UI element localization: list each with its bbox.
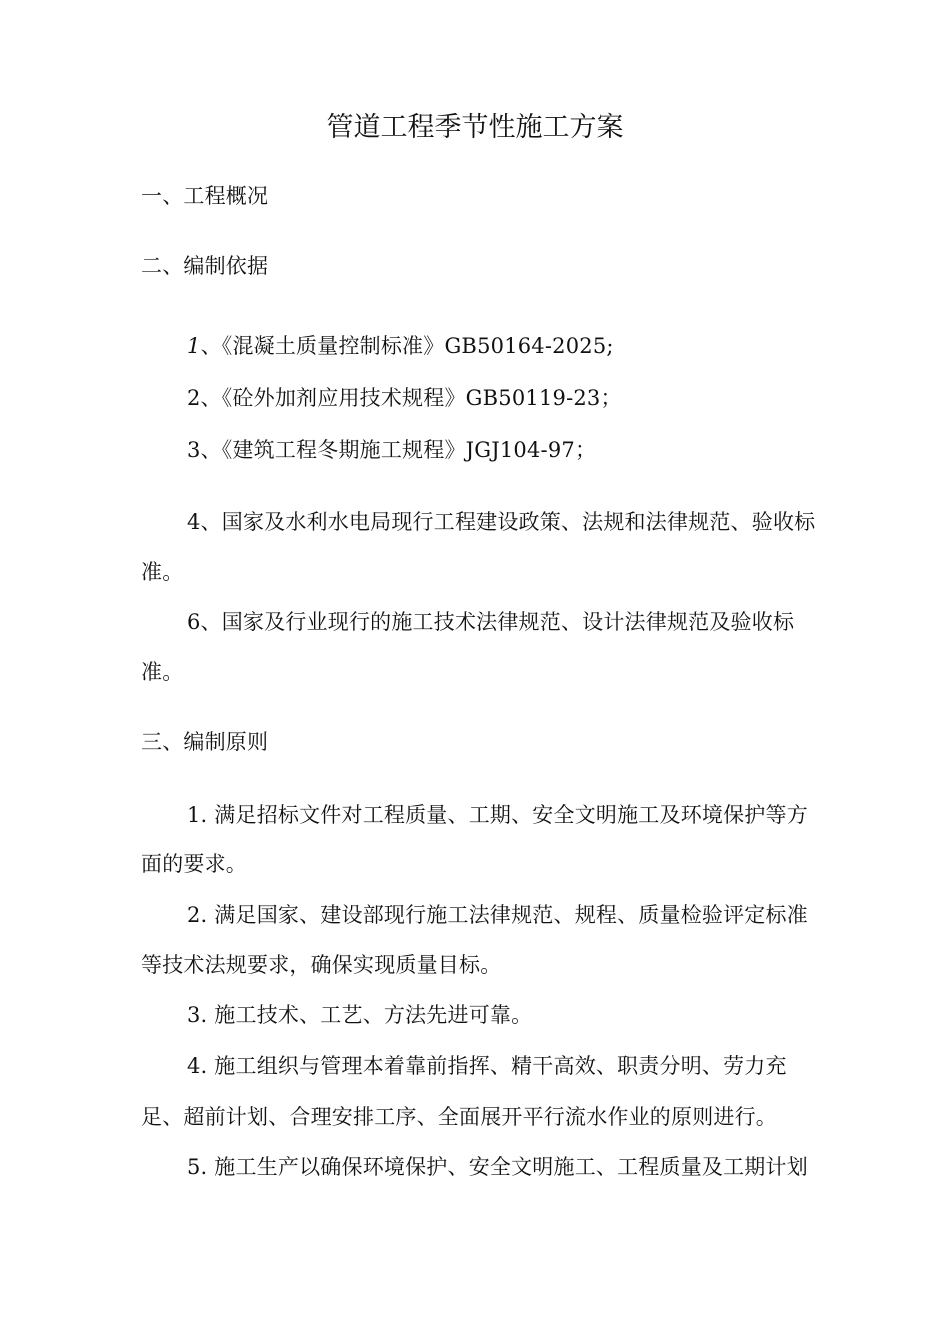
principle-item-1-line2: 面的要求。 (141, 852, 247, 876)
basis-item-3: 3、《建筑工程冬期施工规程》JGJ104-97； (187, 438, 597, 462)
section-heading-principles: 三、编制原则 (141, 730, 269, 754)
basis-item-1-number: 1 (187, 334, 201, 358)
basis-item-6-line2: 准。 (141, 660, 184, 684)
document-title: 管道工程季节性施工方案 (326, 112, 624, 143)
principle-item-4-line2: 足、超前计划、合理安排工序、全面展开平行流水作业的原则进行。 (141, 1105, 777, 1129)
basis-item-4-line1: 4、国家及水利水电局现行工程建设政策、法规和法律规范、验收标 (187, 510, 816, 534)
principle-item-3: 3. 施工技术、工艺、方法先进可靠。 (187, 1003, 533, 1027)
principle-item-1-line1: 1. 满足招标文件对工程质量、工期、安全文明施工及环境保护等方 (187, 803, 808, 827)
basis-item-1 (187, 330, 614, 362)
basis-item-1-text: 、《混凝土质量控制标准》GB50164-2025; (200, 334, 614, 358)
basis-item-4-line2: 准。 (141, 560, 184, 584)
basis-item-2: 2、《砼外加剂应用技术规程》GB50119-23； (187, 386, 622, 410)
section-heading-basis: 二、编制依据 (141, 254, 269, 278)
principle-item-2-line1: 2. 满足国家、建设部现行施工法律规范、规程、质量检验评定标准 (187, 903, 808, 927)
principle-item-5-line1: 5. 施工生产以确保环境保护、安全文明施工、工程质量及工期计划 (187, 1155, 808, 1179)
principle-item-2-line2: 等技术法规要求，确保实现质量目标。 (141, 953, 502, 977)
basis-item-6-line1: 6、国家及行业现行的施工技术法律规范、设计法律规范及验收标 (187, 610, 795, 634)
section-heading-overview: 一、工程概况 (141, 184, 269, 208)
principle-item-4-line1: 4. 施工组织与管理本着靠前指挥、精干高效、职责分明、劳力充 (187, 1054, 787, 1078)
